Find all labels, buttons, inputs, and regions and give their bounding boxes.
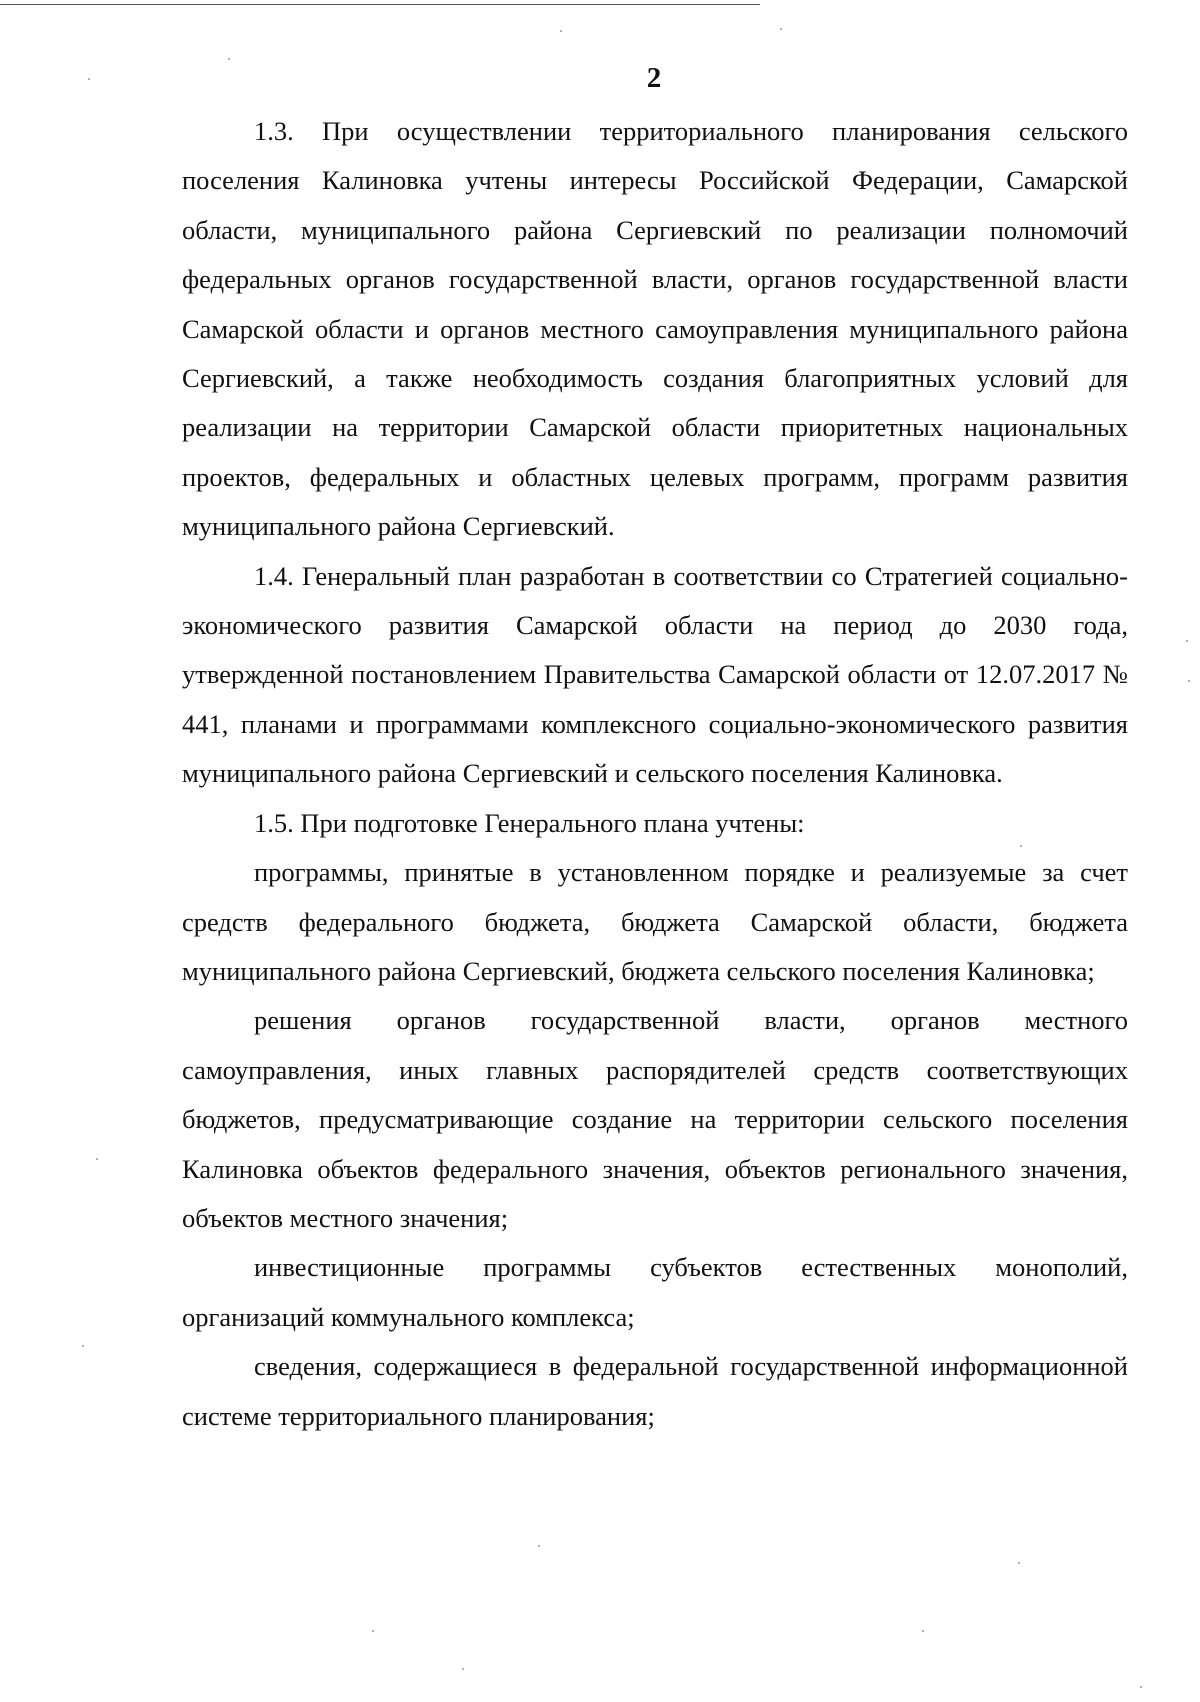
list-item-information-system: сведения, содержащиеся в федеральной государственной информационной системе территориального планирования; — [182, 1351, 1128, 1431]
document-body — [182, 107, 1128, 1441]
list-item-decisions: решения органов государственной власти, органов местного самоуправления, иных главных распорядителей средств соответствующих бюджетов, предусматривающие создание на территории сельского поселения Калиновка объектов федерального значения, объектов регионального значения, объектов местного значения; — [182, 1005, 1128, 1233]
scan-speck — [780, 28, 782, 30]
scan-speck — [1018, 1562, 1020, 1564]
scan-speck — [462, 1668, 464, 1670]
scan-speck — [922, 1630, 924, 1632]
page-number: 2 — [646, 62, 662, 94]
scan-speck — [538, 1545, 540, 1547]
paragraph-1-3: 1.3. При осуществлении территориального планирования сельского поселения Калиновка учтены интересы Российской Федерации, Самарской области, муниципального района Сергиевский по реализации полномочий федеральных органов государственной власти, органов государственной власти Самарской области и органов местного самоуправления муниципального района Сергиевский, а также необходимость создания благоприятных условий для реализации на территории Самарской области приоритетных национальных проектов, федеральных и областных целевых программ, программ развития муниципального района Сергиевский. — [182, 116, 1128, 542]
scan-speck — [82, 1345, 84, 1347]
scan-speck — [372, 1630, 374, 1632]
scan-speck — [560, 30, 562, 32]
scan-speck — [96, 1158, 98, 1160]
list-item-investment-programs: инвестиционные программы субъектов естественных монополий, организаций коммунального комплекса; — [182, 1252, 1128, 1332]
scan-speck — [1188, 680, 1190, 682]
scan-speck — [1020, 845, 1022, 847]
scan-speck — [1186, 640, 1188, 642]
paragraph-1-4: 1.4. Генеральный план разработан в соответствии со Стратегией социально-экономического развития Самарской области на период до 2030 года, утвержденной постановлением Правительства Самарской области от 12.07.2017 № 441, планами и программами комплексного социально-экономического развития муниципального района Сергиевский и сельского поселения Калиновка. — [182, 560, 1128, 789]
list-item-programs: программы, принятые в установленном порядке и реализуемые за счет средств федерального бюджета, бюджета Самарской области, бюджета муниципального района Сергиевский, бюджета сельского поселения Калиновка; — [182, 857, 1128, 986]
scan-speck — [228, 58, 230, 60]
paragraph-1-5-intro: 1.5. При подготовке Генерального плана учтены: — [254, 807, 805, 838]
scan-speck — [1140, 1686, 1142, 1688]
scan-speck — [88, 78, 90, 80]
scan-top-rule — [0, 4, 760, 5]
